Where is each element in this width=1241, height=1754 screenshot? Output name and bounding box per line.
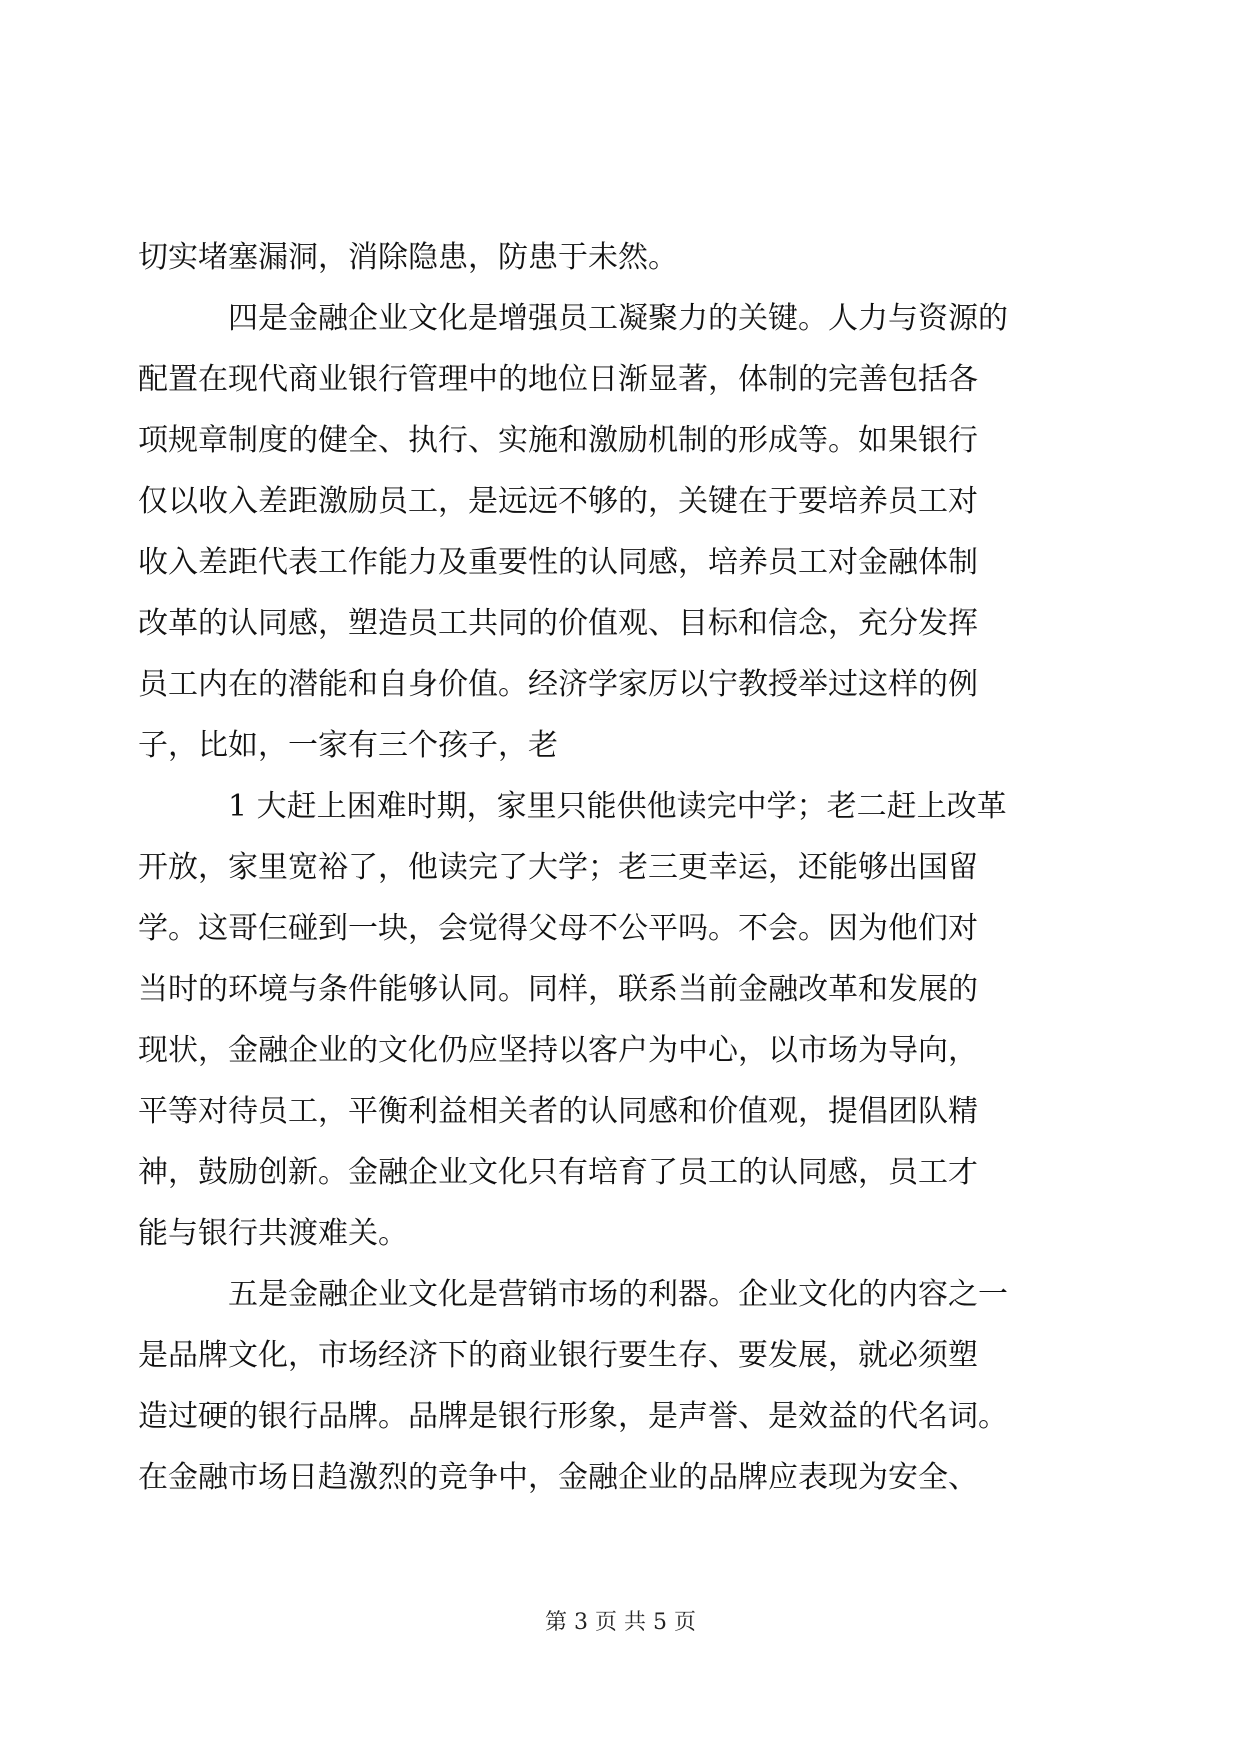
text-line-17: 能与银行共渡难关。 — [138, 1216, 408, 1251]
page-number-footer: 第 3 页 共 5 页 — [545, 1610, 696, 1635]
text-line-5: 仅以收入差距激励员工，是远远不够的，关键在于要培养员工对 — [138, 484, 978, 519]
text-line-15: 平等对待员工，平衡利益相关者的认同感和价值观，提倡团队精 — [138, 1094, 978, 1129]
text-line-16: 神，鼓励创新。金融企业文化只有培育了员工的认同感，员工才 — [138, 1155, 978, 1190]
text-line-19: 是品牌文化，市场经济下的商业银行要生存、要发展，就必须塑 — [138, 1338, 978, 1373]
text-line-20: 造过硬的银行品牌。品牌是银行形象，是声誉、是效益的代名词。 — [138, 1399, 1008, 1434]
text-line-1: 切实堵塞漏洞，消除隐患，防患于未然。 — [138, 240, 678, 275]
text-line-12: 学。这哥仨碰到一块，会觉得父母不公平吗。不会。因为他们对 — [138, 911, 978, 946]
text-line-8: 员工内在的潜能和自身价值。经济学家厉以宁教授举过这样的例 — [138, 667, 978, 702]
text-line-10: 1 大赶上困难时期，家里只能供他读完中学；老二赶上改革 — [228, 789, 1007, 824]
text-line-6: 收入差距代表工作能力及重要性的认同感，培养员工对金融体制 — [138, 545, 978, 580]
text-line-14: 现状，金融企业的文化仍应坚持以客户为中心，以市场为导向， — [138, 1033, 978, 1068]
text-line-18: 五是金融企业文化是营销市场的利器。企业文化的内容之一 — [228, 1277, 1008, 1312]
body-text — [138, 227, 1086, 1508]
text-line-4: 项规章制度的健全、执行、实施和激励机制的形成等。如果银行 — [138, 423, 978, 458]
text-line-2: 四是金融企业文化是增强员工凝聚力的关键。人力与资源的 — [228, 301, 1008, 336]
text-line-9: 子，比如，一家有三个孩子，老 — [138, 728, 558, 763]
text-line-3: 配置在现代商业银行管理中的地位日渐显著，体制的完善包括各 — [138, 362, 978, 397]
text-line-13: 当时的环境与条件能够认同。同样，联系当前金融改革和发展的 — [138, 972, 978, 1007]
text-line-11: 开放，家里宽裕了，他读完了大学；老三更幸运，还能够出国留 — [138, 850, 978, 885]
text-line-21: 在金融市场日趋激烈的竞争中，金融企业的品牌应表现为安全、 — [138, 1460, 978, 1495]
text-line-7: 改革的认同感，塑造员工共同的价值观、目标和信念，充分发挥 — [138, 606, 978, 641]
